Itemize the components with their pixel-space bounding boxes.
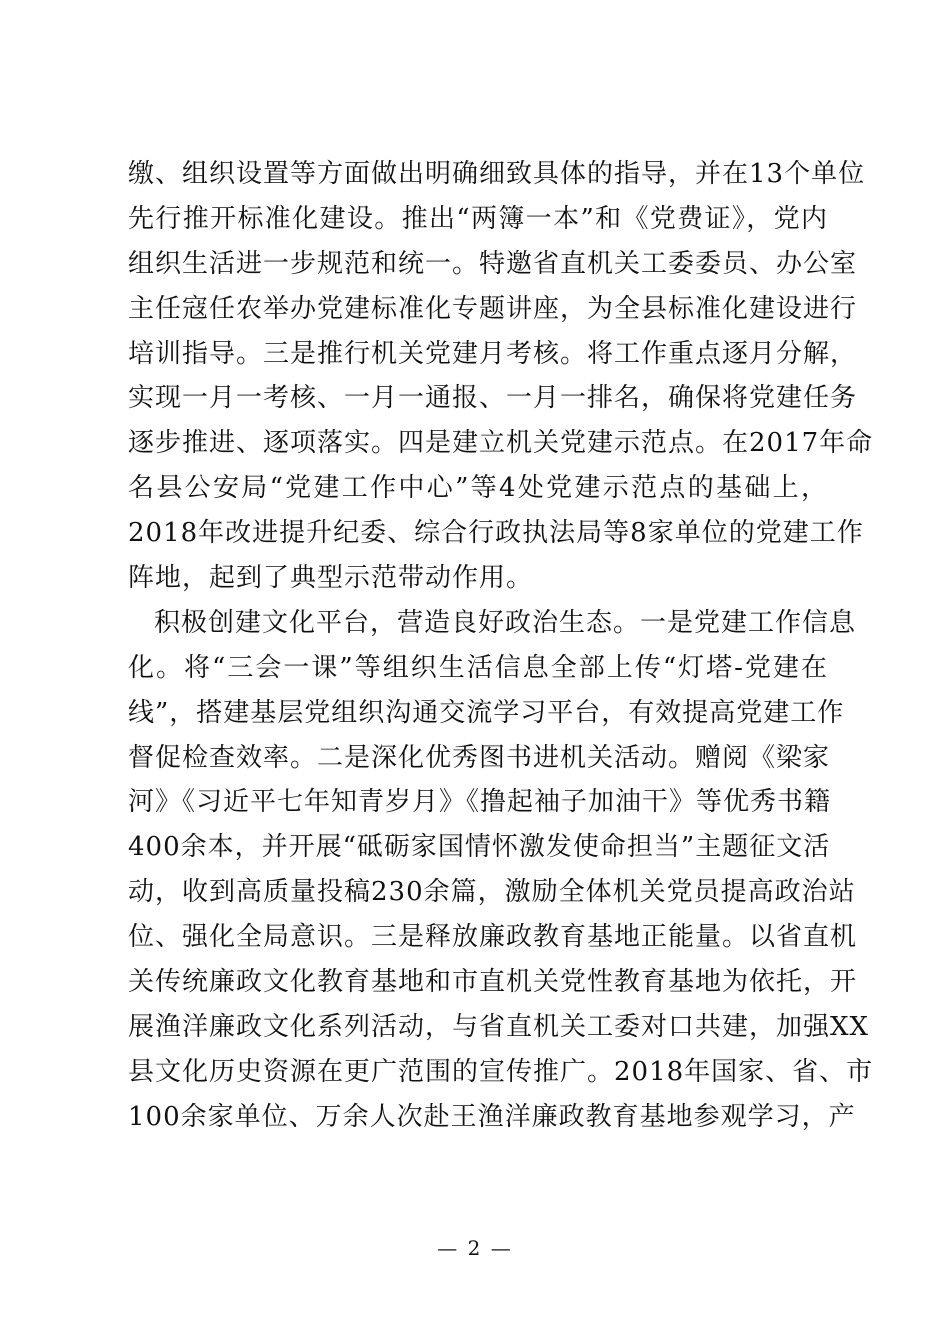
- text-line-16: 400余本，并开展“砥砺家国情怀激发使命担当”主题征文活: [128, 832, 831, 863]
- text-line-8: 名县公安局“党建工作中心”等4处党建示范点的基础上，: [128, 473, 828, 504]
- text-line-6: 实现一月一考核、一月一通报、一月一排名，确保将党建任务: [128, 383, 858, 414]
- text-line-3: 组织生活进一步规范和统一。特邀省直机关工委委员、办公室: [128, 248, 858, 279]
- text-line-13: 线”，搭建基层党组织沟通交流学习平台，有效提高党建工作: [128, 697, 845, 728]
- page-number: — 2 —: [437, 1236, 513, 1260]
- paragraph-start-line: 积极创建文化平台，营造良好政治生态。一是党建工作信息: [154, 607, 857, 638]
- text-line-2: 先行推开标准化建设。推出“两簿一本”和《党费证》，党内: [128, 203, 828, 234]
- text-line-22: 100余家单位、万余人次赴王渔洋廉政教育基地参观学习，产: [128, 1101, 856, 1132]
- text-line-10: 阵地，起到了典型示范带动作用。: [128, 563, 534, 594]
- text-line-7: 逐步推进、逐项落实。四是建立机关党建示范点。在2017年命: [128, 428, 874, 459]
- text-line-20: 展渔洋廉政文化系列活动，与省直机关工委对口共建，加强XX: [128, 1011, 870, 1042]
- text-line-4: 主任寇任农举办党建标准化专题讲座，为全县标准化建设进行: [128, 293, 858, 324]
- text-line-15: 河》《习近平七年知青岁月》《撸起袖子加油干》等优秀书籍: [128, 787, 832, 818]
- text-line-12: 化。将“三会一课”等组织生活信息全部上传“灯塔-党建在: [128, 652, 828, 683]
- body-text: [128, 152, 874, 1140]
- text-line-5: 培训指导。三是推行机关党建月考核。将工作重点逐月分解，: [128, 338, 858, 369]
- text-line-18: 位、强化全局意识。三是释放廉政教育基地正能量。以省直机: [128, 922, 858, 953]
- text-line-1: 缴、组织设置等方面做出明确细致具体的指导，并在13个单位: [128, 159, 866, 189]
- text-line-17: 动，收到高质量投稿230余篇，激励全体机关党员提高政治站: [128, 877, 856, 908]
- text-line-21: 县文化历史资源在更广范围的宣传推广。2018年国家、省、市: [128, 1056, 874, 1087]
- text-line-14: 督促检查效率。二是深化优秀图书进机关活动。赠阅《梁家: [128, 742, 831, 773]
- text-line-19: 关传统廉政文化教育基地和市直机关党性教育基地为依托，开: [128, 967, 858, 998]
- text-line-9: 2018年改进提升纪委、综合行政执法局等8家单位的党建工作: [128, 518, 864, 549]
